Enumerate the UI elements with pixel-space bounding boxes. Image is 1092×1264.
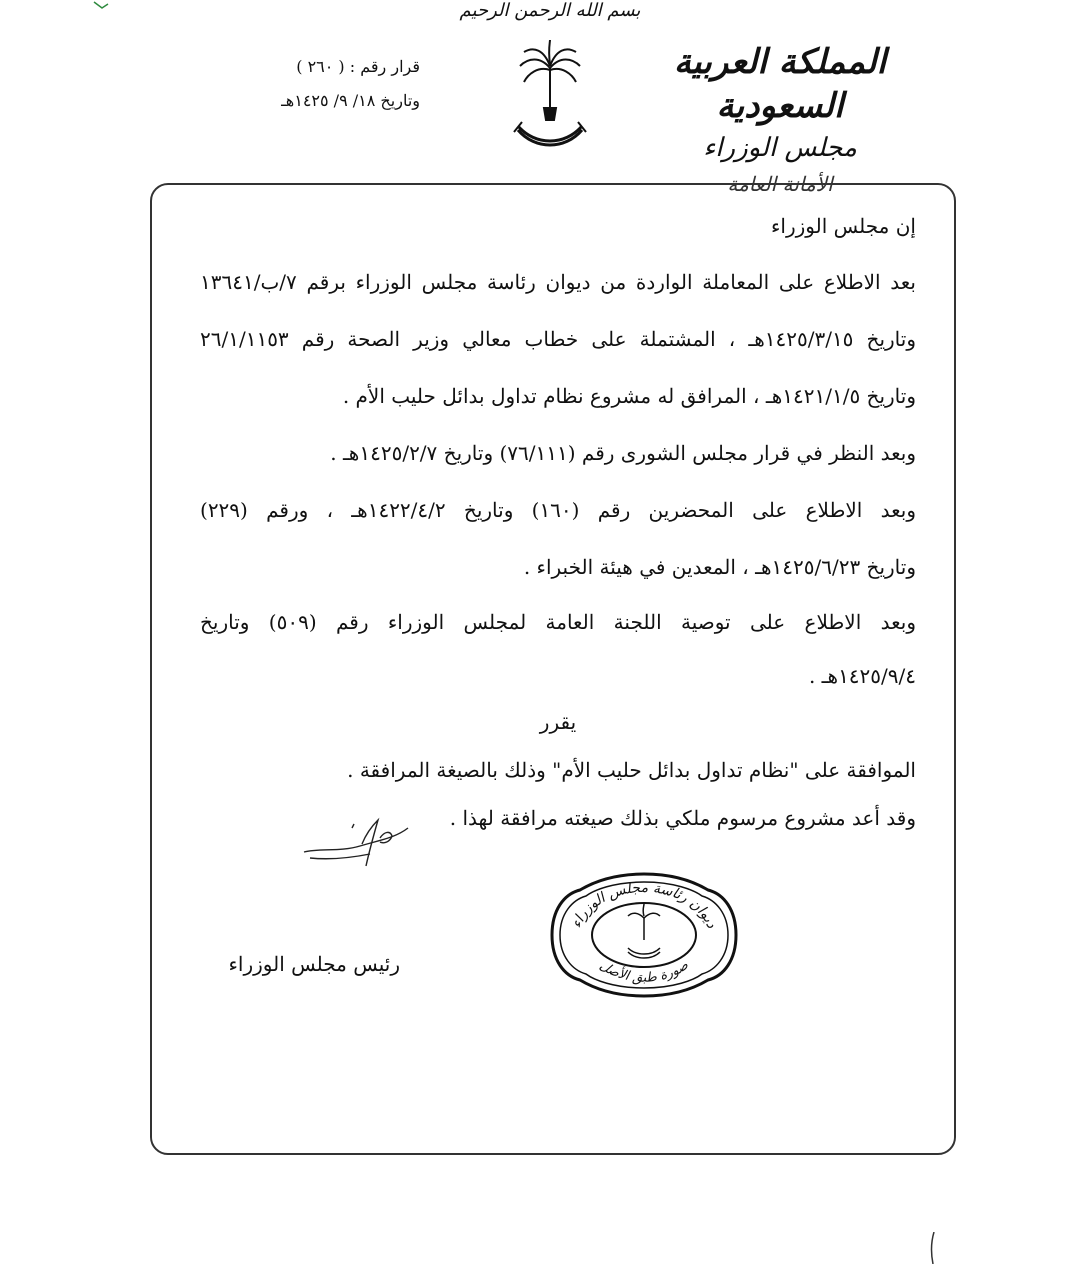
paragraph-3-line-1: وبعد الاطلاع على المحضرين رقم (١٦٠) وتاريخ ١٤٢٢/٤/٢هـ ، ورقم (٢٢٩) xyxy=(200,498,916,522)
chairman-title: رئيس مجلس الوزراء xyxy=(228,952,400,976)
seal-bottom-text: صورة طبق الأصل xyxy=(596,958,692,986)
decision-date: وتاريخ ١٨/ ٩/ ١٤٢٥هـ xyxy=(281,91,420,110)
basmala: بسم الله الرحمن الرحيم xyxy=(459,0,641,21)
opening-line: إن مجلس الوزراء xyxy=(771,214,916,238)
saudi-emblem-icon xyxy=(510,38,590,158)
decree-note-line: وقد أعد مشروع مرسوم ملكي بذلك صيغته مرافقة لهذا . xyxy=(449,806,916,830)
corner-mark-icon xyxy=(92,0,110,12)
handwritten-signature xyxy=(300,808,410,878)
decides-heading: يقرر xyxy=(539,710,577,734)
organization-header xyxy=(630,40,930,200)
paragraph-1-line-3: وتاريخ ١٤٢١/١/٥هـ ، المرافق له مشروع نظام تداول بدائل حليب الأم . xyxy=(342,384,916,408)
svg-text:صورة طبق الأصل xyxy=(597,957,692,985)
paragraph-3-line-2: وتاريخ ١٤٢٥/٦/٢٣هـ ، المعدين في هيئة الخبراء . xyxy=(523,555,916,579)
paragraph-1-line-2: وتاريخ ١٤٢٥/٣/١٥هـ ، المشتملة على خطاب معالي وزير الصحة رقم ٢٦/١/١١٥٣ xyxy=(200,327,916,351)
paragraph-2-line-1: وبعد النظر في قرار مجلس الشورى رقم (٧٦/١١١) وتاريخ ١٤٢٥/٢/٧هـ . xyxy=(330,441,916,465)
secretariat-name: الأمانة العامة xyxy=(727,172,833,196)
paragraph-1-line-1: بعد الاطلاع على المعاملة الواردة من ديوان رئاسة مجلس الوزراء برقم ٧/ب/١٣٦٤١ xyxy=(200,270,916,294)
kingdom-name: المملكة العربية السعودية xyxy=(673,42,887,126)
margin-mark-icon xyxy=(928,1232,938,1264)
resolution-line: الموافقة على "نظام تداول بدائل حليب الأم" وذلك بالصيغة المرافقة . xyxy=(347,758,916,782)
paragraph-4-line-2: ١٤٢٥/٩/٤هـ . xyxy=(808,664,916,688)
paragraph-4-line-1: وبعد الاطلاع على توصية اللجنة العامة لمجلس الوزراء رقم (٥٠٩) وتاريخ xyxy=(200,610,916,634)
decision-number: قرار رقم : ( ٢٦٠ ) xyxy=(296,57,420,76)
official-seal-stamp xyxy=(548,870,740,1000)
council-name: مجلس الوزراء xyxy=(703,133,857,163)
decision-info xyxy=(180,50,420,118)
seal-top-text: ديوان رئاسة مجلس الوزراء xyxy=(568,879,720,931)
